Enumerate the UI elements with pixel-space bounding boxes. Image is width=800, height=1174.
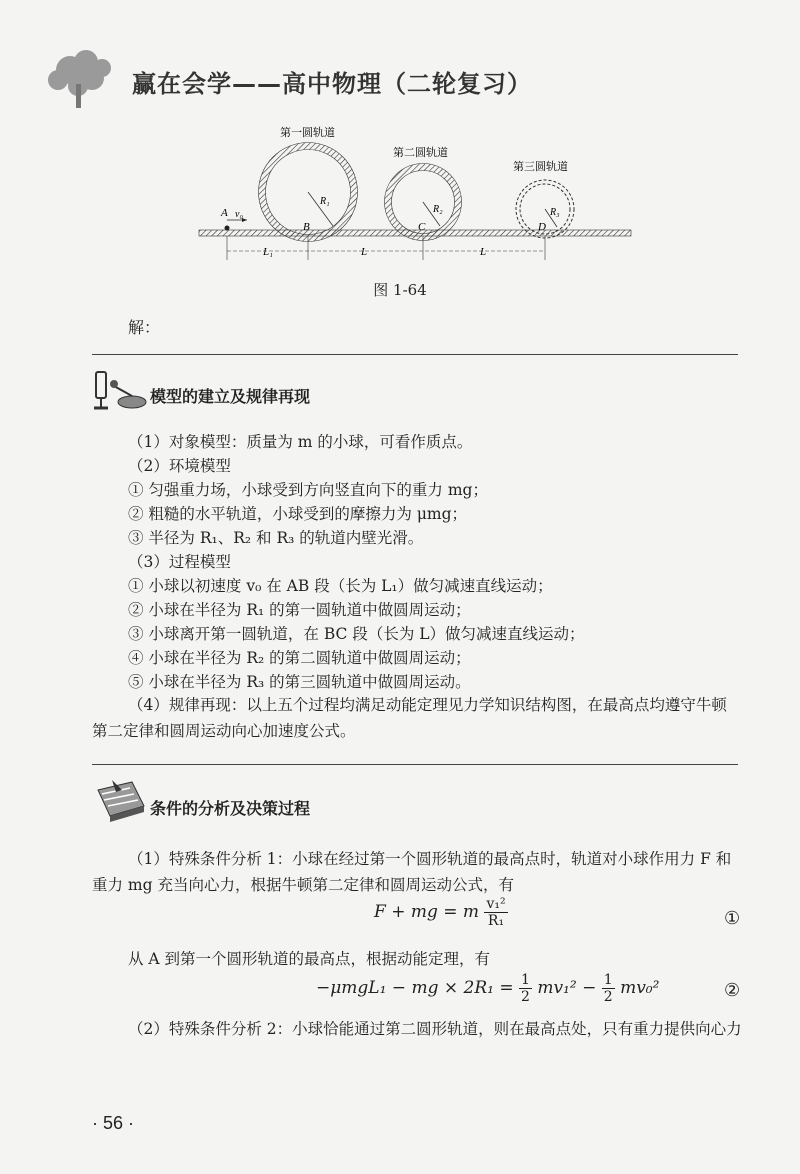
label-B: B [303,221,310,233]
eq2-lhs: −μmgL₁ − mg × 2R₁ = [316,978,514,998]
eq2-frac2 [602,972,615,1005]
label-L-b: L [480,246,487,258]
desk-lamp-icon [92,366,148,414]
eq2-term2: mv₀² [620,978,660,998]
solution-label: 解： [128,318,161,337]
section1-line: ① 匀强重力场，小球受到方向竖直向下的重力 mg； [128,481,488,499]
label-R3: R₃ [550,207,560,218]
eq2-frac2-den: 2 [603,989,613,1005]
section1-line: （3）过程模型 [128,553,231,571]
section1-line: ⑤ 小球在半径为 R₃ 的第三圆轨道中做圆周运动。 [128,673,471,691]
eq2-frac2-num: 1 [603,972,613,988]
label-D: D [538,221,546,233]
eq2-frac1-num: 1 [521,972,530,988]
section1-line: ② 小球在半径为 R₁ 的第一圆轨道中做圆周运动； [128,601,471,619]
equation-2 [316,972,659,1005]
figure-1-64 [195,122,635,272]
eq2-term1: mv₁² − [537,978,597,998]
section1-line: （1）对象模型：质量为 m 的小球，可看作质点。 [128,433,473,451]
notebook-icon [92,776,148,824]
eq1-fraction [484,896,507,929]
eq1-number: ① [724,908,741,929]
section1-line: （2）环境模型 [128,457,231,475]
label-v0: v₀ [235,209,243,220]
divider-1 [92,354,738,355]
section1-heading: 模型的建立及规律再现 [150,387,311,406]
section2-para2: 从 A 到第一个圆形轨道的最高点，根据动能定理，有 [128,950,491,968]
label-C: C [418,221,426,233]
label-L1: L₁ [263,246,273,258]
eq2-frac1-den: 2 [521,989,530,1005]
label-A: A [221,207,228,219]
eq2-frac1 [519,972,532,1005]
divider-2 [92,764,738,765]
ball-icon [225,226,230,231]
section1-summary: （4）规律再现：以上五个过程均满足动能定理见力学知识结构图，在最高点均遵守牛顿第二定律和圆周运动向心加速度公式。 [92,696,727,740]
section1-line: ① 小球以初速度 v₀ 在 AB 段（长为 L₁）做匀减速直线运动； [128,577,553,595]
label-track3: 第三圆轨道 [513,160,568,173]
page-number: · 56 · [92,1113,135,1133]
label-R1: R₁ [320,196,330,207]
section2-para1: （1）特殊条件分析 1：小球在经过第一个圆形轨道的最高点时，轨道对小球作用力 F 和重力 mg 充当向心力，根据牛顿第二定律和圆周运动公式，有 [92,850,732,894]
section1-line: ③ 小球离开第一圆轨道，在 BC 段（长为 L）做匀减速直线运动； [128,625,585,643]
section2-heading: 条件的分析及决策过程 [150,799,311,818]
tree-logo-icon [48,50,111,108]
header-title: 赢在会学——高中物理（二轮复习） [132,70,532,98]
eq1-lhs: F + mg = m [374,902,480,922]
section1-line: ③ 半径为 R₁、R₂ 和 R₃ 的轨道内壁光滑。 [128,529,424,547]
label-track1: 第一圆轨道 [280,126,335,139]
section1-line: ④ 小球在半径为 R₂ 的第二圆轨道中做圆周运动； [128,649,471,667]
section1-line: ② 粗糙的水平轨道，小球受到的摩擦力为 μmg； [128,505,468,523]
label-R2: R₂ [433,204,443,215]
label-track2: 第二圆轨道 [393,146,448,159]
section2-para3: （2）特殊条件分析 2：小球恰能通过第二圆形轨道，则在最高点处，只有重力提供向心力 [128,1020,742,1038]
eq1-num: v₁² [486,896,506,912]
figure-caption: 图 1-64 [373,281,427,299]
eq1-den: R₁ [487,913,505,929]
equation-1 [374,896,508,929]
label-L-a: L [361,246,368,258]
eq2-number: ② [724,980,741,1001]
